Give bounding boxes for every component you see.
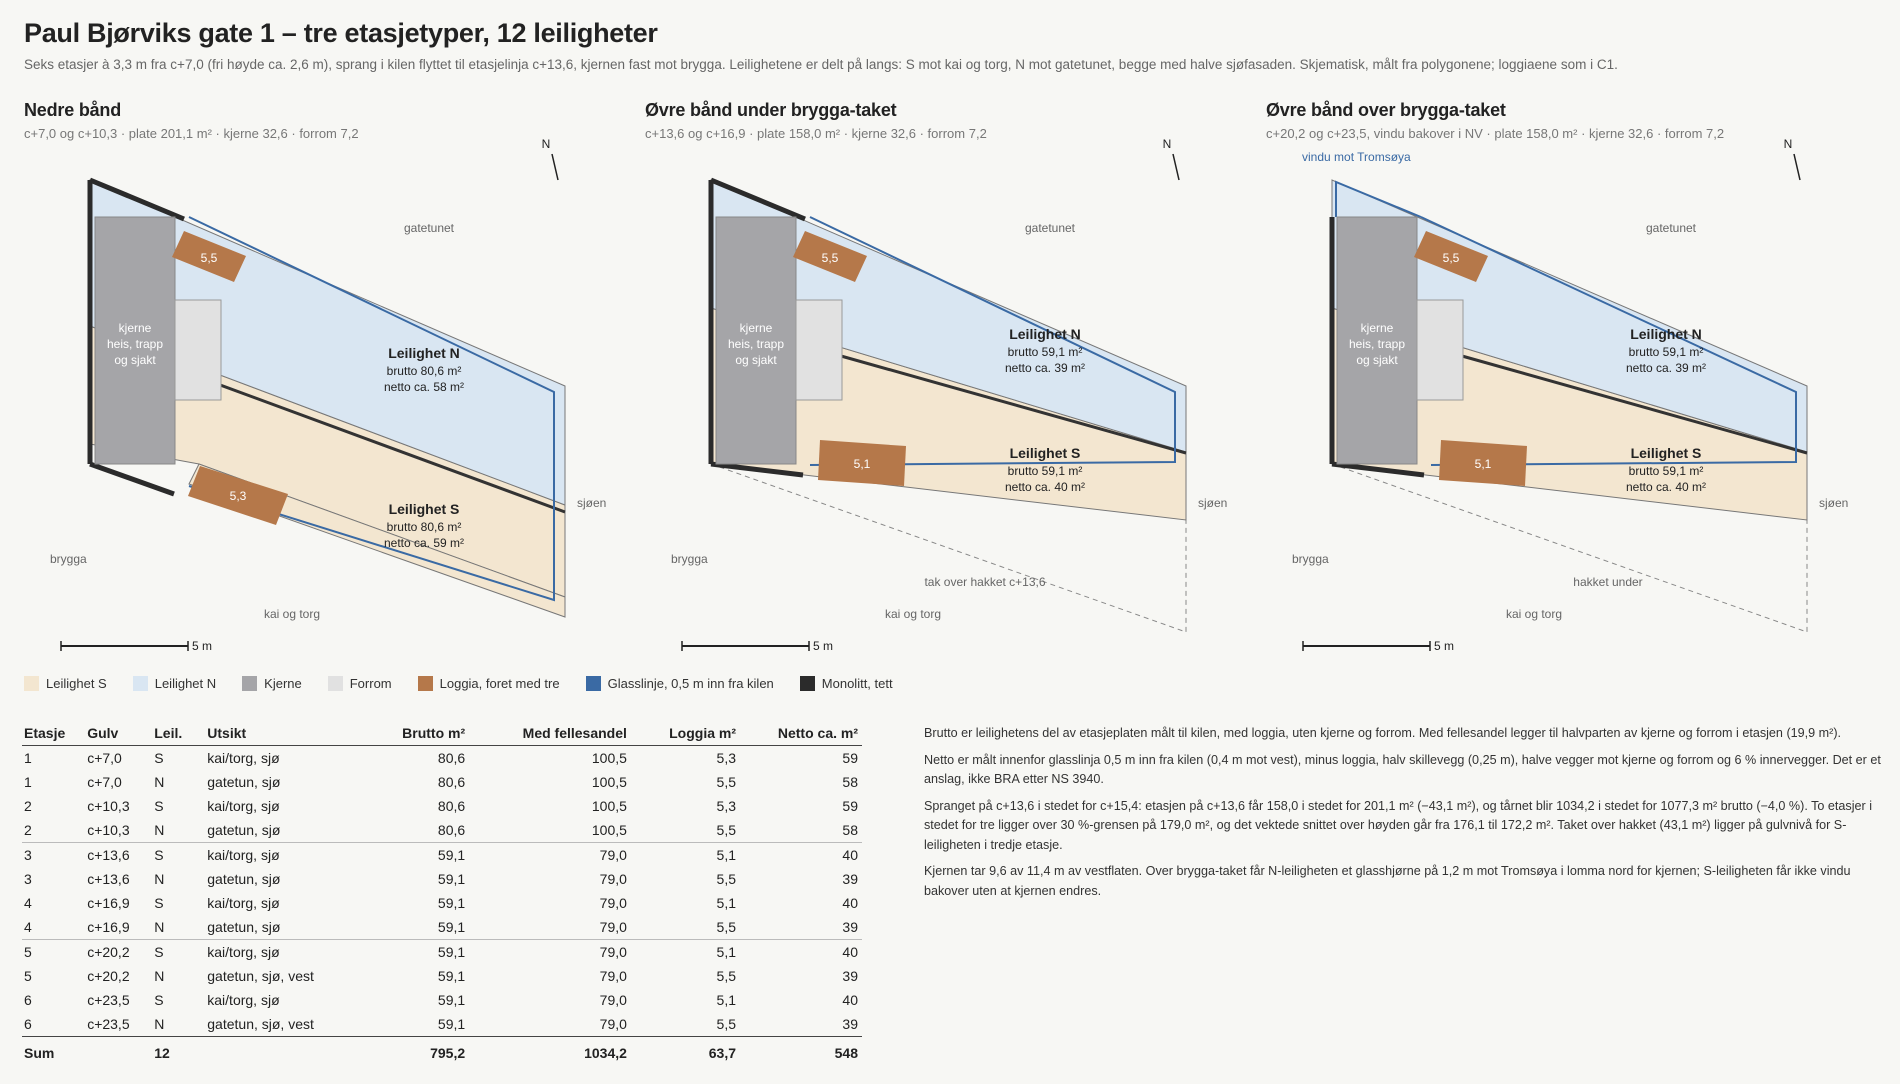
table-cell: c+13,6 bbox=[85, 843, 152, 868]
sum-cell: 548 bbox=[740, 1037, 862, 1066]
table-cell: 80,6 bbox=[437, 749, 466, 766]
apartment-s-brutto: brutto 59,1 m² bbox=[1007, 464, 1083, 478]
core-label-2: heis, trapp bbox=[727, 337, 785, 351]
core-label-3: og sjakt bbox=[114, 353, 156, 367]
apartment-s-name: Leilighet S bbox=[1630, 445, 1702, 461]
legend-item bbox=[133, 676, 216, 691]
panel-subtitle: c+13,6 og c+16,9 · plate 158,0 m² · kjerne 32,6 · forrom 7,2 bbox=[645, 126, 987, 141]
scale-label: 5 m bbox=[1434, 639, 1455, 653]
label-window-tromsoya: vindu mot Tromsøya bbox=[1302, 150, 1411, 164]
sum-cell: 795,2 bbox=[356, 1037, 469, 1066]
col-brutto: Brutto m² bbox=[356, 722, 469, 746]
legend-item bbox=[24, 676, 107, 691]
table-row bbox=[22, 818, 862, 843]
apartment-s-brutto: brutto 80,6 m² bbox=[386, 520, 462, 534]
page-title: Paul Bjørviks gate 1 – tre etasjetyper, 12 leiligheter bbox=[24, 18, 658, 48]
core-label-1: kjerne bbox=[1360, 321, 1394, 335]
table-cell: 5,1 bbox=[631, 940, 740, 965]
note-sprang: Spranget på c+13,6 i stedet for c+15,4: etasjen på c+13,6 får 158,0 i stedet for 201,1 m² (−43,1 m²), og tårnet blir 1034,2 i stedet for 1077,3 m² brutto (−4,0 %). To etasjer i stedet for tre ligger over 30 %-grensen på 179,0 m², og det vektede snittet over høyden går fra 176,1 til 172,2 m². Taket over hakket (43,1 m²) ligger på gulvnivå for S-leiligheten i tredje etasje. bbox=[924, 798, 1872, 852]
panel-title: Øvre bånd over brygga-taket bbox=[1266, 100, 1506, 120]
vestibule bbox=[796, 300, 842, 400]
loggia-n-label: 5,5 bbox=[200, 251, 218, 265]
table-cell: 59,1 bbox=[437, 894, 466, 911]
legend-label: Leilighet S bbox=[46, 676, 107, 691]
north-label: N bbox=[1162, 137, 1172, 151]
table-cell: 5,3 bbox=[716, 749, 737, 766]
notes bbox=[924, 724, 1884, 908]
table-cell: 2 bbox=[24, 821, 32, 838]
north-label: N bbox=[1783, 137, 1793, 151]
table-cell: 79,0 bbox=[599, 918, 627, 935]
table-cell: 5,5 bbox=[716, 967, 737, 984]
table-row bbox=[22, 794, 862, 818]
table-cell: 100,5 bbox=[591, 773, 627, 790]
table-cell: c+10,3 bbox=[87, 797, 130, 814]
table-row bbox=[22, 843, 862, 868]
table-cell: 80,6 bbox=[437, 773, 466, 790]
table-cell: 79,0 bbox=[469, 940, 631, 965]
legend-swatch bbox=[24, 676, 39, 691]
legend-label: Kjerne bbox=[264, 676, 302, 691]
table-cell: 1 bbox=[24, 749, 32, 766]
apartment-n-brutto: brutto 59,1 m² bbox=[1628, 345, 1704, 359]
table-header-row bbox=[22, 722, 862, 746]
table-cell: 5,1 bbox=[631, 843, 740, 868]
table-cell: 39 bbox=[842, 1015, 858, 1032]
label-kai-torg: kai og torg bbox=[884, 607, 942, 621]
legend-swatch bbox=[800, 676, 815, 691]
label-gatetunet: gatetunet bbox=[1024, 221, 1076, 235]
table-cell: 40 bbox=[740, 843, 862, 868]
table-cell: gatetun, sjø, vest bbox=[207, 1015, 314, 1032]
col-netto: Netto ca. m² bbox=[740, 722, 862, 746]
table-cell: 40 bbox=[740, 940, 862, 965]
label-sjoen: sjøen bbox=[1819, 496, 1849, 510]
apartment-s-brutto: brutto 59,1 m² bbox=[1628, 464, 1704, 478]
table-cell: kai/torg, sjø bbox=[205, 940, 356, 965]
sum-cell: 12 bbox=[152, 1037, 205, 1066]
table-cell: 79,0 bbox=[469, 843, 631, 868]
panel-upper-band-over-roof bbox=[1266, 100, 1866, 670]
legend-swatch bbox=[242, 676, 257, 691]
label-sjoen: sjøen bbox=[577, 496, 607, 510]
table-cell: 3 bbox=[22, 843, 85, 868]
apartment-s-netto: netto ca. 59 m² bbox=[383, 536, 465, 550]
note-netto: Netto er målt innenfor glasslinja 0,5 m inn fra kilen (0,4 m mot vest), minus loggia, halv skillevegg (0,25 m), halve vegger mot kjerne og forrom og 6 % innervegger. Det er et anslag, ikke BRA etter NS 3940. bbox=[924, 752, 1881, 786]
table-cell: gatetun, sjø bbox=[207, 870, 281, 887]
table-cell: 79,0 bbox=[599, 894, 627, 911]
table-cell: S bbox=[154, 991, 164, 1008]
table-cell: 2 bbox=[24, 797, 32, 814]
table-cell: 100,5 bbox=[591, 797, 627, 814]
core-label-3: og sjakt bbox=[1356, 353, 1398, 367]
legend-label: Monolitt, tett bbox=[821, 676, 893, 691]
label-brygga: brygga bbox=[1292, 552, 1329, 566]
table-row bbox=[22, 867, 862, 891]
apartment-n-netto: netto ca. 39 m² bbox=[1004, 361, 1086, 375]
legend bbox=[24, 676, 893, 691]
table-cell: S bbox=[152, 843, 205, 868]
table-cell: 59,1 bbox=[437, 967, 466, 984]
table-cell: 100,5 bbox=[591, 821, 627, 838]
label-brygga: brygga bbox=[671, 552, 708, 566]
north-arrow bbox=[1784, 137, 1800, 180]
table-row bbox=[22, 770, 862, 794]
table-cell: 5,5 bbox=[716, 870, 737, 887]
legend-label: Forrom bbox=[349, 676, 392, 691]
label-roof-over-notch: tak over hakket c+13,6 bbox=[924, 575, 1046, 589]
loggia-s-label: 5,1 bbox=[1474, 457, 1492, 471]
table-cell: 59,1 bbox=[356, 940, 469, 965]
table-cell: c+7,0 bbox=[87, 749, 122, 766]
apartment-n-netto: netto ca. 39 m² bbox=[1625, 361, 1707, 375]
table-cell: 5 bbox=[24, 967, 32, 984]
legend-label: Glasslinje, 0,5 m inn fra kilen bbox=[607, 676, 774, 691]
table-row bbox=[22, 988, 862, 1012]
table-cell: 79,0 bbox=[599, 1015, 627, 1032]
table-cell: 5,5 bbox=[716, 821, 737, 838]
sum-cell bbox=[85, 1037, 152, 1066]
apartment-s-name: Leilighet S bbox=[388, 501, 460, 517]
table-cell: 79,0 bbox=[599, 991, 627, 1008]
panel-title: Nedre bånd bbox=[24, 100, 122, 120]
table-cell: 40 bbox=[842, 991, 858, 1008]
core-label-1: kjerne bbox=[739, 321, 773, 335]
table-cell: N bbox=[154, 1015, 165, 1032]
table-cell: 79,0 bbox=[599, 967, 627, 984]
label-notch-below: hakket under bbox=[1573, 575, 1643, 589]
table-cell: c+20,2 bbox=[87, 967, 130, 984]
table-cell: 80,6 bbox=[437, 821, 466, 838]
table-cell: gatetun, sjø, vest bbox=[207, 967, 314, 984]
label-kai-torg: kai og torg bbox=[1505, 607, 1563, 621]
table-cell: N bbox=[154, 870, 165, 887]
table-cell: gatetun, sjø bbox=[207, 773, 281, 790]
label-gatetunet: gatetunet bbox=[403, 221, 455, 235]
apartment-s-name: Leilighet S bbox=[1009, 445, 1081, 461]
apartment-n-name: Leilighet N bbox=[1009, 326, 1081, 342]
legend-swatch bbox=[328, 676, 343, 691]
sum-cell: 1034,2 bbox=[469, 1037, 631, 1066]
apartment-n-name: Leilighet N bbox=[1630, 326, 1702, 342]
table-cell: S bbox=[154, 894, 164, 911]
table-cell: S bbox=[154, 749, 164, 766]
table-cell: N bbox=[154, 773, 165, 790]
loggia-s-label: 5,3 bbox=[229, 489, 247, 503]
page-subtitle: Seks etasjer à 3,3 m fra c+7,0 (fri høyde ca. 2,6 m), sprang i kilen flyttet til etasjelinja c+13,6, kjernen fast mot brygga. Leilighetene er delt på langs: S mot kai og torg, N mot gatetunet, begge med halve sjøfasaden. Skjematisk, målt fra polygonene; loggiaene som i C1. bbox=[24, 57, 1618, 72]
apartment-s-netto: netto ca. 40 m² bbox=[1625, 480, 1707, 494]
scale-label: 5 m bbox=[192, 639, 213, 653]
loggia-n-label: 5,5 bbox=[821, 251, 839, 265]
legend-swatch bbox=[133, 676, 148, 691]
apartment-n-brutto: brutto 59,1 m² bbox=[1007, 345, 1083, 359]
table-cell: kai/torg, sjø bbox=[207, 797, 280, 814]
north-label: N bbox=[541, 137, 551, 151]
loggia-s-label: 5,1 bbox=[853, 457, 871, 471]
table-cell: 39 bbox=[842, 870, 858, 887]
vestibule bbox=[1417, 300, 1463, 400]
note-kjerne: Kjernen tar 9,6 av 11,4 m av vestflaten. Over brygga-taket får N-leiligheten et glasshjørne på 1,2 m mot Tromsøya i lomma nord for kjernen; S-leiligheten får ikke vindu bakover uten at kjernen endres. bbox=[924, 864, 1851, 898]
core-label-2: heis, trapp bbox=[106, 337, 164, 351]
table-cell: c+23,5 bbox=[87, 1015, 130, 1032]
table-cell: S bbox=[152, 940, 205, 965]
table-cell: c+16,9 bbox=[87, 918, 130, 935]
table-cell: 59,1 bbox=[437, 1015, 466, 1032]
panel-title: Øvre bånd under brygga-taket bbox=[645, 100, 897, 120]
table-cell: 59,1 bbox=[437, 870, 466, 887]
table-cell: 5,1 bbox=[716, 991, 737, 1008]
apartment-n-netto: netto ca. 58 m² bbox=[383, 380, 465, 394]
panel-subtitle: c+20,2 og c+23,5, vindu bakover i NV · plate 158,0 m² · kjerne 32,6 · forrom 7,2 bbox=[1266, 126, 1725, 141]
table-cell: 59,1 bbox=[437, 918, 466, 935]
label-brygga: brygga bbox=[50, 552, 87, 566]
table-cell: 39 bbox=[842, 967, 858, 984]
scale-bar bbox=[1303, 639, 1454, 653]
panel-lower-band bbox=[24, 100, 624, 670]
table-row bbox=[22, 746, 862, 771]
col-fellesandel: Med fellesandel bbox=[469, 722, 631, 746]
legend-item bbox=[586, 676, 774, 691]
scale-bar bbox=[61, 639, 212, 653]
legend-swatch bbox=[418, 676, 433, 691]
legend-label: Loggia, foret med tre bbox=[439, 676, 560, 691]
table-cell: 59 bbox=[842, 749, 858, 766]
table-cell: 5,5 bbox=[716, 918, 737, 935]
table-cell: 5,3 bbox=[716, 797, 737, 814]
table-cell: kai/torg, sjø bbox=[205, 843, 356, 868]
core-label-1: kjerne bbox=[118, 321, 152, 335]
north-arrow bbox=[1163, 137, 1179, 180]
label-sjoen: sjøen bbox=[1198, 496, 1228, 510]
table-cell: c+7,0 bbox=[87, 773, 122, 790]
table-cell: kai/torg, sjø bbox=[207, 894, 280, 911]
table-cell: 6 bbox=[24, 991, 32, 1008]
table-cell: 39 bbox=[842, 918, 858, 935]
floor-plan-upper-under bbox=[645, 100, 1245, 670]
table-cell: 5,1 bbox=[716, 894, 737, 911]
table-cell: N bbox=[154, 967, 165, 984]
col-leil: Leil. bbox=[152, 722, 205, 746]
table-cell: c+16,9 bbox=[87, 894, 130, 911]
col-loggia: Loggia m² bbox=[631, 722, 740, 746]
north-arrow bbox=[542, 137, 558, 180]
legend-label: Leilighet N bbox=[154, 676, 217, 691]
table-cell: 5,5 bbox=[716, 1015, 737, 1032]
table-cell: S bbox=[154, 797, 164, 814]
note-brutto: Brutto er leilighetens del av etasjeplaten målt til kilen, med loggia, uten kjerne og forrom. Med fellesandel legger til halvparten av kjerne og forrom i etasjen (19,9 m²). bbox=[924, 726, 1842, 740]
col-etasje: Etasje bbox=[22, 722, 85, 746]
table-row bbox=[22, 915, 862, 940]
table-cell: 5,5 bbox=[716, 773, 737, 790]
apartment-n-brutto: brutto 80,6 m² bbox=[386, 364, 462, 378]
legend-swatch bbox=[586, 676, 601, 691]
table-cell: kai/torg, sjø bbox=[207, 991, 280, 1008]
legend-item bbox=[242, 676, 302, 691]
loggia-n-label: 5,5 bbox=[1442, 251, 1460, 265]
apartments-table bbox=[22, 722, 862, 1065]
table-row bbox=[22, 964, 862, 988]
table-cell: gatetun, sjø bbox=[207, 918, 281, 935]
table-cell: c+10,3 bbox=[87, 821, 130, 838]
table-cell: 3 bbox=[24, 870, 32, 887]
col-utsikt: Utsikt bbox=[205, 722, 356, 746]
table-cell: 5 bbox=[22, 940, 85, 965]
table-cell: 4 bbox=[24, 894, 32, 911]
panel-upper-band-under-roof bbox=[645, 100, 1245, 670]
table-cell: N bbox=[154, 821, 165, 838]
table-cell: N bbox=[154, 918, 165, 935]
floor-plan-upper-over bbox=[1266, 100, 1866, 670]
scale-label: 5 m bbox=[813, 639, 834, 653]
core-label-3: og sjakt bbox=[735, 353, 777, 367]
apartment-n-name: Leilighet N bbox=[388, 345, 460, 361]
table-cell: 79,0 bbox=[599, 870, 627, 887]
apartment-s-netto: netto ca. 40 m² bbox=[1004, 480, 1086, 494]
table-cell: 59 bbox=[842, 797, 858, 814]
sum-cell: Sum bbox=[22, 1037, 85, 1066]
table-sum-row bbox=[22, 1037, 862, 1066]
table-cell: 59,1 bbox=[437, 991, 466, 1008]
panel-subtitle: c+7,0 og c+10,3 · plate 201,1 m² · kjerne 32,6 · forrom 7,2 bbox=[24, 126, 359, 141]
table-cell: 59,1 bbox=[356, 843, 469, 868]
table-row bbox=[22, 940, 862, 965]
table-cell: 6 bbox=[24, 1015, 32, 1032]
legend-item bbox=[328, 676, 392, 691]
table-cell: c+13,6 bbox=[87, 870, 130, 887]
legend-item bbox=[418, 676, 560, 691]
floor-plan-lower bbox=[24, 100, 624, 670]
table-cell: 58 bbox=[842, 773, 858, 790]
table-cell: gatetun, sjø bbox=[207, 821, 281, 838]
table-row bbox=[22, 1012, 862, 1037]
table-cell: c+20,2 bbox=[85, 940, 152, 965]
col-gulv: Gulv bbox=[85, 722, 152, 746]
legend-item bbox=[800, 676, 893, 691]
label-gatetunet: gatetunet bbox=[1645, 221, 1697, 235]
table-cell: c+23,5 bbox=[87, 991, 130, 1008]
table-cell: 100,5 bbox=[591, 749, 627, 766]
table-body bbox=[22, 746, 862, 1066]
sum-cell bbox=[205, 1037, 356, 1066]
table-cell: 40 bbox=[842, 894, 858, 911]
table-row bbox=[22, 891, 862, 915]
sum-cell: 63,7 bbox=[631, 1037, 740, 1066]
scale-bar bbox=[682, 639, 833, 653]
monolith-wall-south bbox=[90, 464, 174, 494]
table-cell: 80,6 bbox=[437, 797, 466, 814]
vestibule bbox=[175, 300, 221, 400]
table-cell: 4 bbox=[24, 918, 32, 935]
table-cell: kai/torg, sjø bbox=[207, 749, 280, 766]
table-cell: 1 bbox=[24, 773, 32, 790]
table-cell: 58 bbox=[842, 821, 858, 838]
label-kai-torg: kai og torg bbox=[263, 607, 321, 621]
core-label-2: heis, trapp bbox=[1348, 337, 1406, 351]
